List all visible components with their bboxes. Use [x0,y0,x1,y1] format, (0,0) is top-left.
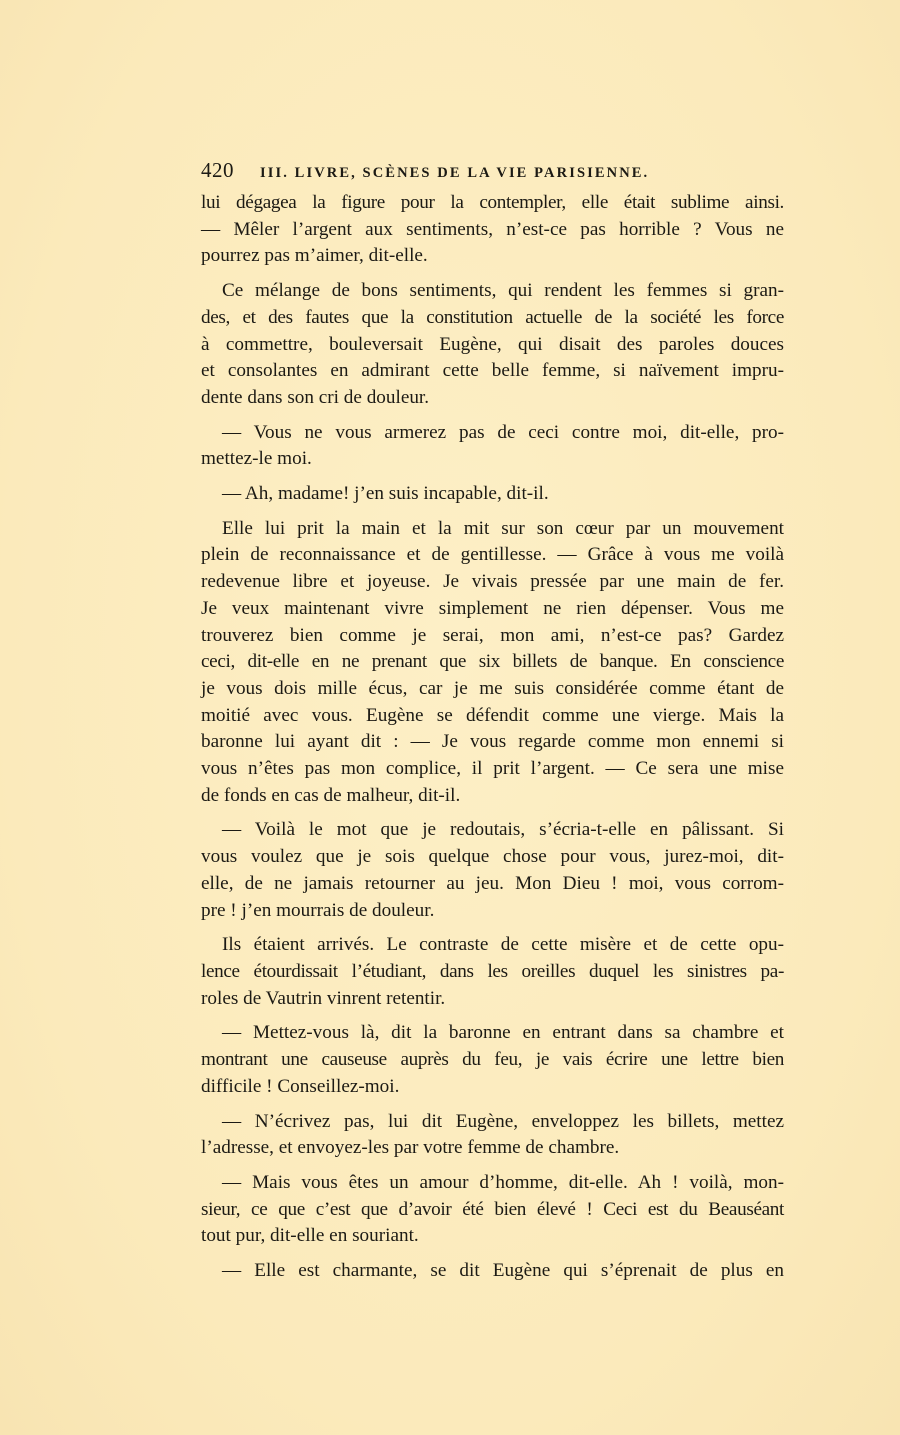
paragraph [201,516,784,810]
text-line: — Vous ne vous armerez pas de ceci contre moi, dit-elle, pro- [222,421,784,443]
text-line: — Mêler l’argent aux sentiments, n’est-ce pas horrible ? Vous ne [201,218,784,240]
text-line: redevenue libre et joyeuse. Je vivais pressée par une main de fer. [201,571,784,593]
text-line: lui dégagea la figure pour la contempler, elle était sublime ainsi. [201,192,784,213]
paragraph [201,481,784,508]
text-line: je vous dois mille écus, car je me suis considérée comme étant de [201,677,784,699]
text-line: plein de reconnaissance et de gentillesse. — Grâce à vous me voilà [201,544,784,566]
text-line: — Voilà le mot que je redoutais, s’écria-t-elle en pâlissant. Si [222,819,784,841]
text-line: trouverez bien comme je serai, mon ami, n’est-ce pas? Gardez [201,624,784,646]
text-line: Je veux maintenant vivre simplement ne rien dépenser. Vous me [201,597,784,619]
paragraph [201,1020,784,1100]
text-line: vous n’êtes pas mon complice, il prit l’argent. — Ce sera une mise [201,758,784,780]
text-line: des, et des fautes que la constitution actuelle de la société les force [201,306,784,328]
text-line: mettez-le moi. [201,448,312,470]
body-text [201,190,784,1285]
paragraph [201,278,784,412]
text-line: elle, de ne jamais retourner au jeu. Mon Dieu ! moi, vous corrom- [201,872,784,894]
text-line: — Ah, madame! j’en suis incapable, dit-il. [222,483,549,505]
running-head [201,158,784,188]
text-line: vous voulez que je sois quelque chose pour vous, jurez-moi, dit- [201,846,784,868]
text-line: lence étourdissait l’étudiant, dans les oreilles duquel les sinistres pa- [201,960,784,982]
page-number: 420 [201,158,234,182]
text-line: difficile ! Conseillez-moi. [201,1075,400,1097]
paragraph [201,190,784,270]
text-line: tout pur, dit-elle en souriant. [201,1225,419,1247]
text-line: l’adresse, et envoyez-les par votre femme de chambre. [201,1137,620,1159]
text-line: — N’écrivez pas, lui dit Eugène, enveloppez les billets, mettez [222,1110,784,1132]
text-line: dente dans son cri de douleur. [201,386,430,408]
text-line: — Mettez-vous là, dit la baronne en entrant dans sa chambre et [222,1022,784,1044]
text-line: et consolantes en admirant cette belle femme, si naïvement impru- [201,360,784,382]
text-line: à commettre, bouleversait Eugène, qui disait des paroles douces [201,333,784,355]
paragraph [201,1170,784,1250]
text-line: baronne lui ayant dit : — Je vous regarde comme mon ennemi si [201,731,784,753]
text-line: Elle lui prit la main et la mit sur son cœur par un mouvement [222,517,784,539]
text-line: — Elle est charmante, se dit Eugène qui s’éprenait de plus en [222,1260,784,1282]
text-line: ceci, dit-elle en ne prenant que six billets de banque. En conscience [201,651,784,673]
paragraph [201,932,784,1012]
text-line: montrant une causeuse auprès du feu, je vais écrire une lettre bien [201,1049,784,1071]
text-line: Ils étaient arrivés. Le contraste de cette misère et de cette opu- [222,934,784,956]
paragraph [201,1109,784,1162]
text-line: Ce mélange de bons sentiments, qui rendent les femmes si gran- [222,280,784,302]
text-line: pourrez pas m’aimer, dit-elle. [201,245,428,267]
paragraph [201,1258,784,1285]
text-line: pre ! j’en mourrais de douleur. [201,899,435,921]
paragraph [201,420,784,473]
text-line: — Mais vous êtes un amour d’homme, dit-elle. Ah ! voilà, mon- [222,1171,784,1193]
text-block [201,158,784,1293]
paragraph [201,817,784,924]
text-line: de fonds en cas de malheur, dit-il. [201,784,461,806]
text-line: sieur, ce que c’est que d’avoir été bien élevé ! Ceci est du Beauséant [201,1198,784,1220]
text-line: moitié avec vous. Eugène se défendit comme une vierge. Mais la [201,704,784,726]
running-title: III. LIVRE, SCÈNES DE LA VIE PARISIENNE. [260,165,650,181]
text-line: roles de Vautrin vinrent retentir. [201,987,446,1009]
